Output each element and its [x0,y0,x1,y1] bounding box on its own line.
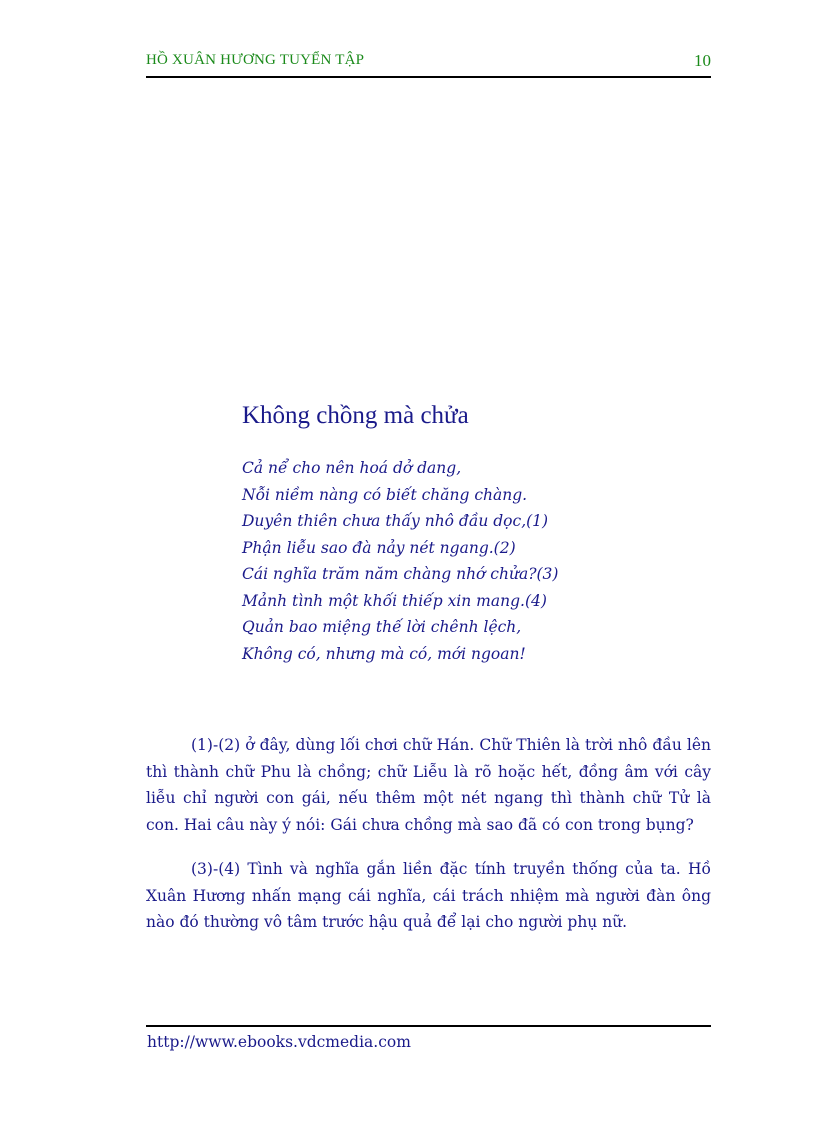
footnotes [146,732,711,954]
poem-title: Không chồng mà chửa [242,402,469,429]
footnote-3-4: (3)-(4) Tình và nghĩa gắn liền đặc tính truyền thống của ta. Hồ Xuân Hương nhấn mạng cái nghĩa, cái trách nhiệm mà người đàn ông nào đó thường vô tâm trước hậu quả để lại cho người phụ nữ. [146,860,711,931]
footer-divider [146,1025,711,1027]
page-number: 10 [694,51,711,70]
poem-line: Cả nể cho nên hoá dở dang, [242,459,462,477]
poem-line: Cái nghĩa trăm năm chàng nhớ chửa?(3) [242,565,559,583]
poem-body [242,455,662,667]
footnote-1-2: (1)-(2) ở đây, dùng lối chơi chữ Hán. Chữ Thiên là trời nhô đầu lên thì thành chữ Phu là chồng; chữ Liễu là rõ hoặc hết, đồng âm với cây liễu chỉ người con gái, nếu thêm một nét ngang thì thành chữ Tử là con. Hai câu này ý nói: Gái chưa chồng mà sao đã có con trong bụng? [146,736,711,834]
footer-link[interactable]: http://www.ebooks.vdcmedia.com [147,1033,411,1051]
poem-line: Quản bao miệng thế lời chênh lệch, [242,618,522,636]
page-header [146,52,711,78]
poem-line: Phận liễu sao đà nảy nét ngang.(2) [242,538,516,557]
poem-line: Duyên thiên chưa thấy nhô đầu dọc,(1) [242,512,549,530]
poem-line: Nỗi niềm nàng có biết chăng chàng. [242,485,528,504]
book-title: HỒ XUÂN HƯƠNG TUYỂN TẬP [146,52,365,68]
poem-line: Mảnh tình một khối thiếp xin mang.(4) [242,591,547,610]
poem-line: Không có, nhưng mà có, mới ngoan! [242,644,526,663]
